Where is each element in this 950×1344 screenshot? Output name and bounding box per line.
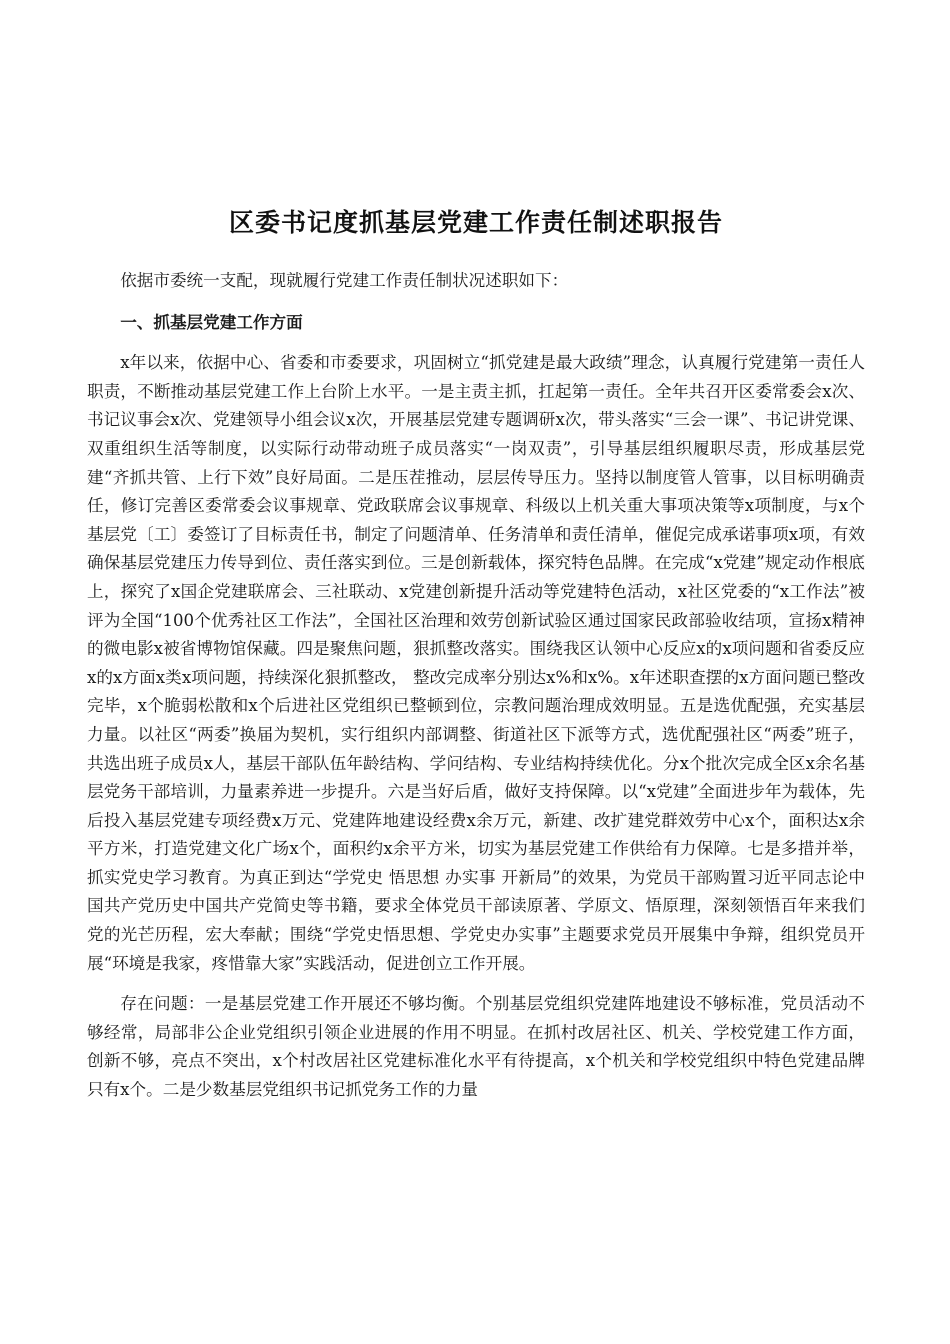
section-body-paragraph: x年以来，依据中心、省委和市委要求，巩固树立“抓党建是最大政绩”理念，认真履行党建第一责任人职责，不断推动基层党建工作上台阶上水平。一是主责主抓，扛起第一责任。全年共召开区委常委会x次、书记议事会x次、党建领导小组会议x次，开展基层党建专题调研x次，带头落实“三会一课”、书记讲党课、双重组织生活等制度，以实际行动带动班子成员落实“一岗双责”，引导基层组织履职尽责，形成基层党建“齐抓共管、上行下效”良好局面。二是压茬推动，层层传导压力。坚持以制度管人管事，以目标明确责任，修订完善区委常委会议事规章、党政联席会议事规章、科级以上机关重大事项决策等x项制度，与x个基层党〔工〕委签订了目标责任书，制定了问题清单、任务清单和责任清单，催促完成承诺事项x项，有效确保基层党建压力传导到位、责任落实到位。三是创新载体，探究特色品牌。在完成“x党建”规定动作根底上，探究了x国企党建联席会、三社联动、x党建创新提升活动等党建特色活动，x社区党委的“x工作法”被评为全国“100个优秀社区工作法”，全国社区治理和效劳创新试验区通过国家民政部验收结项，宣扬x精神的微电影x被省博物馆保藏。四是聚焦问题，狠抓整改落实。围绕我区认领中心反应x的x项问题和省委反应x的x方面x类x项问题，持续深化狠抓整改， 整改完成率分别达x%和x%。x年述职查摆的x方面问题已整改完毕，x个脆弱松散和x个后进社区党组织已整顿到位，宗教问题治理成效明显。五是选优配强，充实基层力量。以社区“两委”换届为契机，实行组织内部调整、街道社区下派等方式，选优配强社区“两委”班子，共选出班子成员x人，基层干部队伍年龄结构、学问结构、专业结构持续优化。分x个批次完成全区x余名基层党务干部培训，力量素养进一步提升。六是当好后盾，做好支持保障。以“x党建”全面进步年为载体，先后投入基层党建专项经费x万元、党建阵地建设经费x余万元，新建、改扩建党群效劳中心x个，面积达x余平方米，打造党建文化广场x个，面积约x余平方米，切实为基层党建工作供给有力保障。七是多措并举，抓实党史学习教育。为真正到达“学党史 悟思想 办实事 开新局”的效果，为党员干部购置习近平同志论中国共产党历史中国共产党简史等书籍，要求全体党员干部读原著、学原文、悟原理，深刻领悟百年来我们党的光芒历程，宏大奉献；围绕“学党史悟思想、学党史办实事”主题要求党员开展集中争辩，组织党员开展“环境是我家，疼惜靠大家”实践活动，促进创立工作开展。 bbox=[87, 353, 865, 973]
problems-paragraph: 存在问题：一是基层党建工作开展还不够均衡。个别基层党组织党建阵地建设不够标准，党员活动不够经常，局部非公企业党组织引领企业进展的作用不明显。在抓村改居社区、机关、学校党建工作方面，创新不够，亮点不突出，x个村改居社区党建标准化水平有待提高，x个机关和学校党组织中特色党建品牌只有x个。二是少数基层党组织书记抓党务工作的力量 bbox=[87, 994, 865, 1100]
intro-paragraph: 依据市委统一支配，现就履行党建工作责任制状况述职如下： bbox=[120, 271, 569, 290]
document-title: 区委书记度抓基层党建工作责任制述职报告 bbox=[228, 208, 723, 237]
document-body bbox=[87, 205, 865, 1105]
section-heading: 一、抓基层党建工作方面 bbox=[120, 312, 303, 332]
